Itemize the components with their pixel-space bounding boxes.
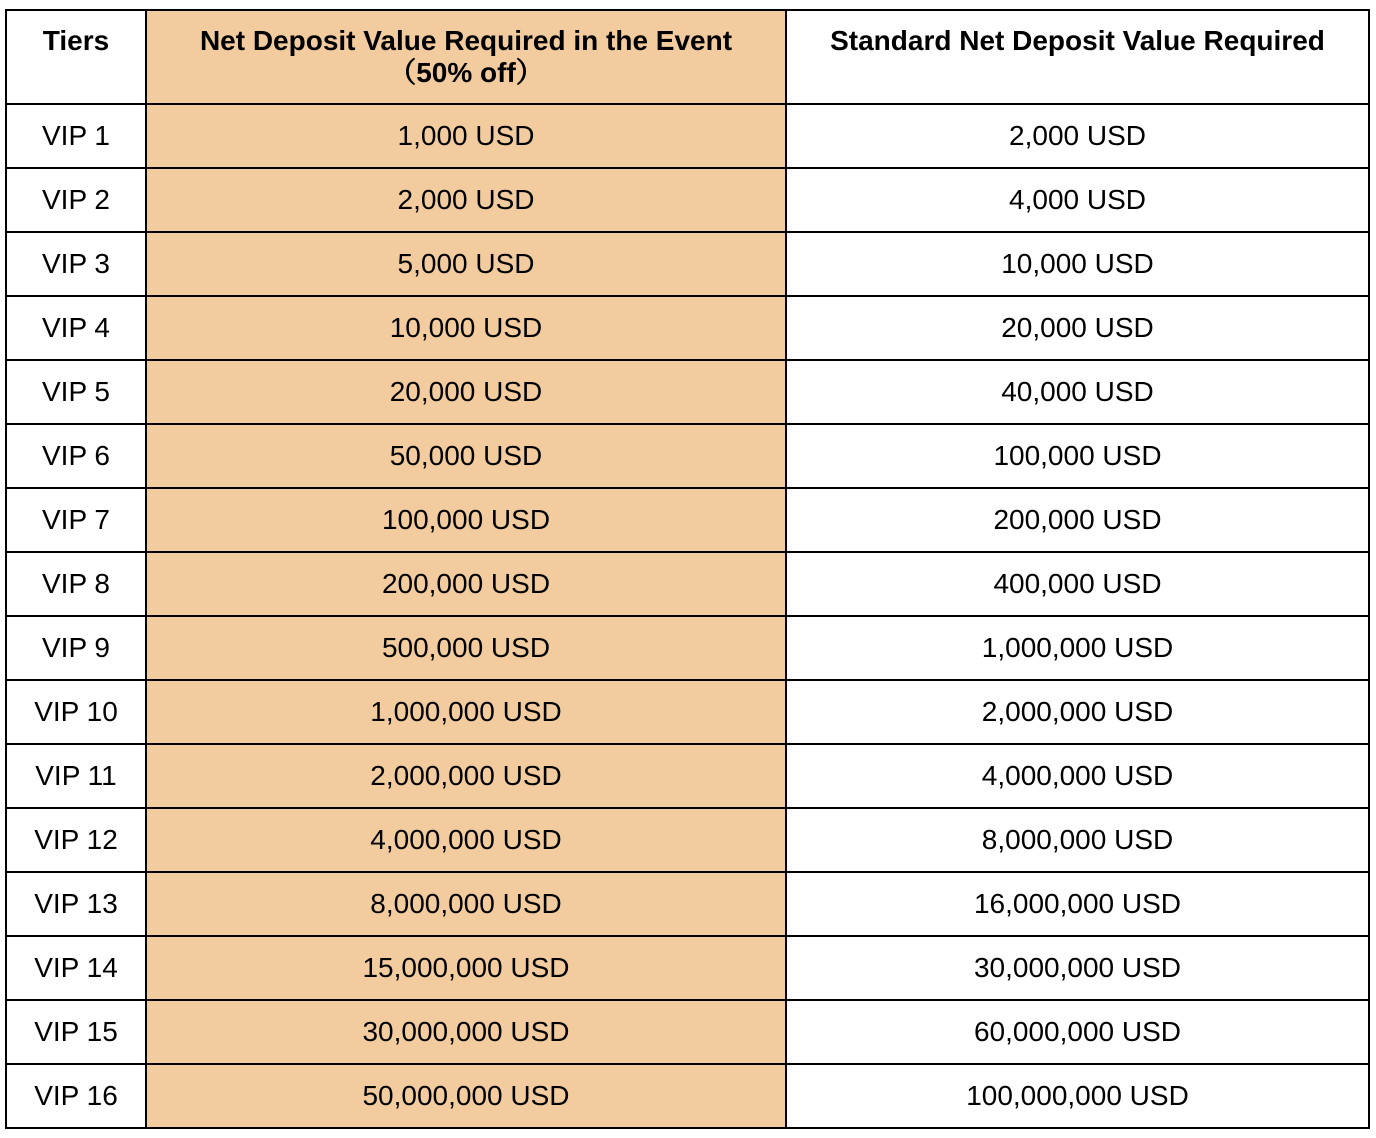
tier-cell: VIP 16: [6, 1064, 146, 1128]
tier-cell: VIP 5: [6, 360, 146, 424]
table-row: [6, 744, 1369, 808]
tier-cell: VIP 3: [6, 232, 146, 296]
standard-deposit-cell: 8,000,000 USD: [786, 808, 1369, 872]
event-deposit-cell: 1,000,000 USD: [146, 680, 786, 744]
table-body: [6, 104, 1369, 1128]
event-deposit-cell: 10,000 USD: [146, 296, 786, 360]
tier-cell: VIP 1: [6, 104, 146, 168]
tier-cell: VIP 12: [6, 808, 146, 872]
event-deposit-cell: 30,000,000 USD: [146, 1000, 786, 1064]
standard-deposit-cell: 60,000,000 USD: [786, 1000, 1369, 1064]
event-deposit-cell: 2,000 USD: [146, 168, 786, 232]
event-deposit-cell: 50,000 USD: [146, 424, 786, 488]
standard-deposit-cell: 20,000 USD: [786, 296, 1369, 360]
tier-cell: VIP 15: [6, 1000, 146, 1064]
standard-deposit-cell: 2,000 USD: [786, 104, 1369, 168]
table-row: [6, 360, 1369, 424]
tier-cell: VIP 14: [6, 936, 146, 1000]
tier-cell: VIP 2: [6, 168, 146, 232]
standard-deposit-cell: 100,000 USD: [786, 424, 1369, 488]
table-row: [6, 104, 1369, 168]
standard-deposit-cell: 1,000,000 USD: [786, 616, 1369, 680]
standard-deposit-cell: 4,000 USD: [786, 168, 1369, 232]
event-deposit-cell: 200,000 USD: [146, 552, 786, 616]
standard-deposit-cell: 100,000,000 USD: [786, 1064, 1369, 1128]
standard-deposit-cell: 30,000,000 USD: [786, 936, 1369, 1000]
table-row: [6, 424, 1369, 488]
event-deposit-cell: 500,000 USD: [146, 616, 786, 680]
standard-deposit-cell: 400,000 USD: [786, 552, 1369, 616]
event-deposit-cell: 4,000,000 USD: [146, 808, 786, 872]
table-row: [6, 168, 1369, 232]
event-deposit-cell: 8,000,000 USD: [146, 872, 786, 936]
tier-cell: VIP 13: [6, 872, 146, 936]
table-row: [6, 872, 1369, 936]
event-deposit-cell: 5,000 USD: [146, 232, 786, 296]
standard-deposit-cell: 10,000 USD: [786, 232, 1369, 296]
tier-cell: VIP 10: [6, 680, 146, 744]
table-row: [6, 488, 1369, 552]
table-row: [6, 296, 1369, 360]
event-deposit-cell: 2,000,000 USD: [146, 744, 786, 808]
event-deposit-cell: 50,000,000 USD: [146, 1064, 786, 1128]
table-header-row: [6, 10, 1369, 104]
standard-deposit-cell: 4,000,000 USD: [786, 744, 1369, 808]
table-row: [6, 1064, 1369, 1128]
standard-deposit-cell: 200,000 USD: [786, 488, 1369, 552]
tier-cell: VIP 4: [6, 296, 146, 360]
header-event-deposit: [146, 10, 786, 104]
standard-deposit-cell: 2,000,000 USD: [786, 680, 1369, 744]
header-event-deposit-discount: （50% off）: [388, 57, 544, 88]
header-standard-deposit: Standard Net Deposit Value Required: [786, 10, 1369, 104]
table-row: [6, 616, 1369, 680]
header-event-deposit-title: Net Deposit Value Required in the Event: [199, 25, 733, 56]
table-row: [6, 680, 1369, 744]
event-deposit-cell: 1,000 USD: [146, 104, 786, 168]
table-row: [6, 936, 1369, 1000]
table-row: [6, 232, 1369, 296]
standard-deposit-cell: 16,000,000 USD: [786, 872, 1369, 936]
event-deposit-cell: 15,000,000 USD: [146, 936, 786, 1000]
table-row: [6, 808, 1369, 872]
event-deposit-cell: 20,000 USD: [146, 360, 786, 424]
table-row: [6, 552, 1369, 616]
event-deposit-cell: 100,000 USD: [146, 488, 786, 552]
tier-cell: VIP 6: [6, 424, 146, 488]
tier-cell: VIP 8: [6, 552, 146, 616]
table-row: [6, 1000, 1369, 1064]
tier-cell: VIP 7: [6, 488, 146, 552]
vip-tier-table: [5, 9, 1370, 1129]
standard-deposit-cell: 40,000 USD: [786, 360, 1369, 424]
tier-cell: VIP 9: [6, 616, 146, 680]
tier-cell: VIP 11: [6, 744, 146, 808]
header-tiers: Tiers: [6, 10, 146, 104]
vip-tier-table-container: [5, 9, 1368, 1129]
